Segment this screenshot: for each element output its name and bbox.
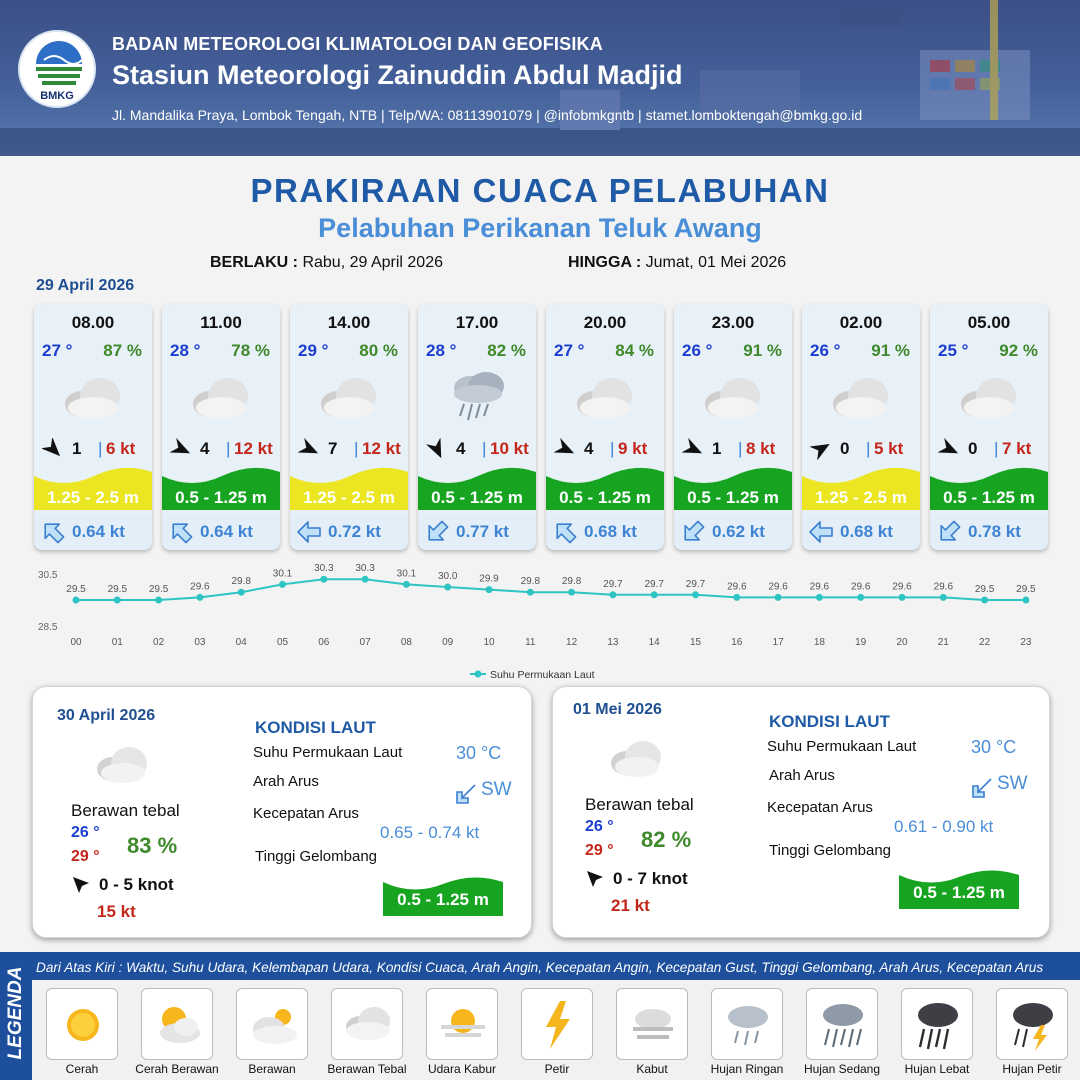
sst-data-label: 29.7 xyxy=(644,578,664,590)
wave-height: 0.5 - 1.25 m xyxy=(943,488,1035,507)
wind-speed: 0 xyxy=(840,439,850,458)
sst-data-point xyxy=(403,581,410,588)
current-arrow-icon xyxy=(680,519,706,545)
x-tick-label: 10 xyxy=(483,637,495,648)
panel-wind: 0 - 7 knot xyxy=(613,869,688,888)
x-tick-label: 15 xyxy=(689,637,702,648)
forecast-card xyxy=(546,304,664,550)
legend-item xyxy=(236,988,308,1060)
header-banner xyxy=(0,0,1080,156)
sst-data-point xyxy=(775,594,782,601)
wind-separator: | xyxy=(610,439,615,458)
gust-speed: 10 kt xyxy=(490,439,529,458)
card-time: 17.00 xyxy=(455,313,499,332)
x-tick-label: 23 xyxy=(1020,637,1032,648)
card-humidity: 78 % xyxy=(231,341,270,360)
card-time: 20.00 xyxy=(583,313,627,332)
legend-item xyxy=(996,988,1068,1060)
wind-separator: | xyxy=(482,439,487,458)
wind-arrow-icon xyxy=(938,438,960,460)
forecast-card xyxy=(34,304,152,550)
wave-height: 0.5 - 1.25 m xyxy=(559,488,651,507)
current-arrow-icon xyxy=(424,519,450,545)
legend-side-label: LEGENDA xyxy=(5,966,26,1060)
sst-data-point xyxy=(486,586,493,593)
forecast-card xyxy=(162,304,280,550)
sst-data-point xyxy=(816,594,823,601)
card-humidity: 91 % xyxy=(743,341,782,360)
current-speed: 0.68 kt xyxy=(840,522,893,541)
y-tick-label: 28.5 xyxy=(38,622,58,633)
current-speed: 0.72 kt xyxy=(328,522,381,541)
legend-item xyxy=(331,988,403,1060)
bmkg-logo-emblem-icon xyxy=(20,34,98,94)
current-arrow-icon xyxy=(168,519,194,545)
y-tick-label: 30.5 xyxy=(38,570,58,581)
sst-data-point xyxy=(568,589,575,596)
wind-arrow-icon xyxy=(42,438,64,460)
sst-data-label: 29.5 xyxy=(107,584,128,595)
panel-temp-max: 29 ° xyxy=(71,848,100,865)
card-temperature: 26 ° xyxy=(682,341,713,360)
x-tick-label: 03 xyxy=(194,637,206,648)
wind-speed: 7 xyxy=(328,439,338,458)
wind-separator: | xyxy=(738,439,743,458)
wave-height: 1.25 - 2.5 m xyxy=(303,488,395,507)
sst-data-label: 29.6 xyxy=(809,581,830,593)
legend-item xyxy=(521,988,593,1060)
panel-gust: 21 kt xyxy=(611,896,650,915)
card-temperature: 26 ° xyxy=(810,341,841,360)
x-tick-label: 20 xyxy=(896,637,908,648)
wind-arrow-icon xyxy=(426,438,448,460)
wind-separator: | xyxy=(354,439,359,458)
thunderstorm-icon xyxy=(1005,997,1061,1053)
sst-data-label: 29.6 xyxy=(768,581,788,593)
wind-speed: 4 xyxy=(200,439,210,458)
wind-speed: 4 xyxy=(456,439,466,458)
card-wind xyxy=(40,438,150,460)
card-time: 05.00 xyxy=(967,313,1011,332)
panel-humidity: 82 % xyxy=(641,827,692,852)
legend-item-label: Hujan Petir xyxy=(1002,1062,1062,1076)
current-speed: 0.64 kt xyxy=(200,522,253,541)
sst-data-point xyxy=(196,594,203,601)
card-temperature: 28 ° xyxy=(426,341,457,360)
sst-data-label: 29.8 xyxy=(561,576,582,588)
lightning-icon xyxy=(530,997,586,1053)
card-current xyxy=(162,514,280,550)
wind-arrow-icon xyxy=(554,438,576,460)
card-current xyxy=(802,514,920,550)
sst-data-point xyxy=(238,589,245,596)
panel-humidity: 83 % xyxy=(127,833,178,858)
sst-data-point xyxy=(899,594,906,601)
org-name: BADAN METEOROLOGI KLIMATOLOGI DAN GEOFISIKA xyxy=(112,34,603,54)
wind-separator: | xyxy=(866,439,871,458)
forecast-card xyxy=(802,304,920,550)
sst-data-label: 29.6 xyxy=(727,581,747,593)
card-time: 11.00 xyxy=(200,313,242,332)
sst-value: 30 °C xyxy=(456,743,502,763)
legend-item xyxy=(901,988,973,1060)
validity-to-value: Jumat, 01 Mei 2026 xyxy=(645,254,787,271)
x-tick-label: 01 xyxy=(111,637,123,648)
legend-icons-row xyxy=(32,980,1080,1080)
current-arrow-icon xyxy=(453,781,479,807)
card-temperature: 25 ° xyxy=(938,341,969,360)
bmkg-logo-text: BMKG xyxy=(40,90,74,102)
sst-data-point xyxy=(609,591,616,598)
legend-side-tab xyxy=(0,952,32,1080)
current-speed-label: Kecepatan Arus xyxy=(767,799,873,816)
legend-item-label: Kabut xyxy=(636,1062,668,1076)
sst-data-label: 29.8 xyxy=(520,576,541,588)
current-speed-value: 0.61 - 0.90 kt xyxy=(894,817,994,836)
current-speed-value: 0.65 - 0.74 kt xyxy=(380,823,480,842)
current-arrow-icon xyxy=(969,775,995,801)
wind-speed: 1 xyxy=(72,439,82,458)
sst-data-point xyxy=(114,597,121,604)
sst-data-point xyxy=(981,597,988,604)
panel-date: 01 Mei 2026 xyxy=(573,701,662,718)
panel-temp-max: 29 ° xyxy=(585,842,614,859)
sst-data-label: 29.6 xyxy=(850,581,871,593)
legend-item xyxy=(141,988,213,1060)
legend-description: Dari Atas Kiri : Waktu, Suhu Udara, Kelembapan Udara, Kondisi Cuaca, Arah Angin, Kecepatan Angin, Kecepatan Gust, Tinggi Gelombang, Arah Arus, Kecepatan Arus xyxy=(36,960,1044,975)
sst-data-point xyxy=(857,594,864,601)
card-temperature: 29 ° xyxy=(298,341,329,360)
panel-temp-min: 26 ° xyxy=(71,824,100,841)
sst-data-point xyxy=(651,591,658,598)
card-wind xyxy=(424,438,534,460)
legend-item-label: Cerah xyxy=(65,1062,99,1076)
fog-icon xyxy=(625,997,681,1053)
rain-cloud-icon xyxy=(444,370,510,424)
x-tick-label: 09 xyxy=(442,637,454,648)
card-wind xyxy=(552,438,662,460)
current-arrow-icon xyxy=(552,519,578,545)
card-temperature: 27 ° xyxy=(42,341,73,360)
page-subtitle: Pelabuhan Perikanan Teluk Awang xyxy=(318,213,762,243)
wave-height: 0.5 - 1.25 m xyxy=(431,488,523,507)
sst-data-label: 29.9 xyxy=(479,573,499,585)
cloud-icon xyxy=(700,370,766,424)
sst-series-line xyxy=(76,579,1026,600)
x-tick-label: 22 xyxy=(979,637,991,648)
gust-speed: 12 kt xyxy=(362,439,401,458)
x-tick-label: 00 xyxy=(70,637,82,648)
wave-label: Tinggi Gelombang xyxy=(255,848,378,865)
gust-speed: 12 kt xyxy=(234,439,273,458)
panel-temp-min: 26 ° xyxy=(585,818,614,835)
forecast-card xyxy=(674,304,792,550)
legend-item-label: Udara Kabur xyxy=(427,1062,497,1076)
cloud-icon xyxy=(316,370,382,424)
x-tick-label: 21 xyxy=(937,637,949,648)
x-tick-label: 16 xyxy=(731,637,743,648)
forecast-card xyxy=(930,304,1048,550)
current-arrow-icon xyxy=(296,519,322,545)
validity-to xyxy=(568,254,786,272)
current-speed: 0.77 kt xyxy=(456,522,509,541)
sst-data-label: 30.1 xyxy=(396,568,417,580)
card-humidity: 87 % xyxy=(103,341,142,360)
sst-data-point xyxy=(73,597,80,604)
haze-icon xyxy=(435,997,491,1053)
x-tick-label: 18 xyxy=(813,637,825,648)
wind-arrow-icon xyxy=(298,438,320,460)
current-arrow-icon xyxy=(808,519,834,545)
sst-data-label: 29.8 xyxy=(231,576,251,588)
card-temperature: 27 ° xyxy=(554,341,585,360)
x-tick-label: 05 xyxy=(276,637,289,648)
x-tick-label: 04 xyxy=(235,637,247,648)
x-tick-label: 19 xyxy=(855,637,867,648)
current-dir-label: Arah Arus xyxy=(253,773,319,790)
card-wind xyxy=(296,438,406,460)
cloud-icon xyxy=(956,370,1022,424)
kondisi-laut-heading: KONDISI LAUT xyxy=(255,718,376,737)
legend-item-label: Hujan Sedang xyxy=(803,1062,881,1076)
validity-from xyxy=(210,254,443,272)
sst-data-label: 29.7 xyxy=(685,578,706,590)
kondisi-laut-heading: KONDISI LAUT xyxy=(769,712,890,731)
gust-speed: 7 kt xyxy=(1002,439,1032,458)
panel-gust: 15 kt xyxy=(97,902,136,921)
legend-item-label: Cerah Berawan xyxy=(135,1062,219,1076)
x-tick-label: 11 xyxy=(525,637,536,648)
current-speed-label: Kecepatan Arus xyxy=(253,805,359,822)
sst-data-point xyxy=(155,597,162,604)
sst-data-point xyxy=(444,584,451,591)
card-current xyxy=(418,514,536,550)
wave-height-value: 0.5 - 1.25 m xyxy=(397,890,489,909)
wind-arrow-icon xyxy=(585,869,605,889)
card-humidity: 92 % xyxy=(999,341,1038,360)
sst-data-point xyxy=(692,591,699,598)
page-title: PRAKIRAAN CUACA PELABUHAN xyxy=(250,172,830,209)
panel-condition: Berawan tebal xyxy=(71,801,180,820)
card-current xyxy=(930,514,1048,550)
wave-height: 1.25 - 2.5 m xyxy=(47,488,139,507)
wind-arrow-icon xyxy=(170,438,192,460)
panel-date: 30 April 2026 xyxy=(57,707,156,724)
current-speed: 0.62 kt xyxy=(712,522,765,541)
legend-item xyxy=(46,988,118,1060)
wave-height: 0.5 - 1.25 m xyxy=(175,488,267,507)
sst-data-label: 29.5 xyxy=(974,584,995,595)
x-tick-label: 12 xyxy=(566,637,578,648)
panel-wind: 0 - 5 knot xyxy=(99,875,174,894)
card-humidity: 82 % xyxy=(487,341,526,360)
current-arrow-icon xyxy=(40,519,66,545)
sst-data-point xyxy=(279,581,286,588)
wave-height: 0.5 - 1.25 m xyxy=(687,488,779,507)
forecast-card xyxy=(418,304,536,550)
cloud-sun-icon xyxy=(245,997,301,1053)
card-current xyxy=(674,514,792,550)
wind-separator: | xyxy=(98,439,103,458)
gust-speed: 9 kt xyxy=(618,439,648,458)
wave-height-value: 0.5 - 1.25 m xyxy=(913,883,1005,902)
sst-data-point xyxy=(362,576,369,583)
x-tick-label: 13 xyxy=(607,637,619,648)
card-current xyxy=(34,514,152,550)
current-dir-value: SW xyxy=(997,773,1028,794)
sst-data-point xyxy=(1022,597,1029,604)
legend-item xyxy=(806,988,878,1060)
card-wind xyxy=(936,438,1046,460)
card-current xyxy=(290,514,408,550)
x-tick-label: 06 xyxy=(318,637,330,648)
sst-line-chart xyxy=(28,560,1058,685)
current-speed: 0.78 kt xyxy=(968,522,1021,541)
sst-data-label: 30.3 xyxy=(355,563,375,575)
legend-item-label: Hujan Lebat xyxy=(904,1062,970,1076)
legend-item-label: Petir xyxy=(544,1062,570,1076)
wind-speed: 4 xyxy=(584,439,594,458)
daily-panel-day2 xyxy=(32,686,532,938)
wave-label: Tinggi Gelombang xyxy=(769,842,892,859)
wind-separator: | xyxy=(994,439,999,458)
day1-date-label: 29 April 2026 xyxy=(36,277,135,294)
moderate-rain-icon xyxy=(815,997,871,1053)
wind-speed: 0 xyxy=(968,439,978,458)
legend-item xyxy=(711,988,783,1060)
x-tick-label: 17 xyxy=(772,637,784,648)
sst-label: Suhu Permukaan Laut xyxy=(767,738,917,755)
wave-height: 1.25 - 2.5 m xyxy=(815,488,907,507)
cloud-icon xyxy=(340,997,396,1053)
card-humidity: 80 % xyxy=(359,341,398,360)
sst-data-label: 30.3 xyxy=(314,563,334,575)
card-time: 23.00 xyxy=(711,313,755,332)
sst-data-label: 29.7 xyxy=(603,578,623,590)
card-humidity: 91 % xyxy=(871,341,910,360)
cloud-icon xyxy=(607,735,667,781)
validity-from-value: Rabu, 29 April 2026 xyxy=(302,254,443,271)
panel-condition: Berawan tebal xyxy=(585,795,694,814)
legend-item-label: Berawan Tebal xyxy=(327,1062,407,1076)
wind-separator: | xyxy=(226,439,231,458)
light-rain-icon xyxy=(720,997,776,1053)
card-time: 08.00 xyxy=(71,313,115,332)
sst-data-label: 29.6 xyxy=(933,581,954,593)
contact-info: Jl. Mandalika Praya, Lombok Tengah, NTB | Telp/WA: 08113901079 | @infobmkgntb | stamet.lomboktengah@bmkg.go.id xyxy=(112,107,863,123)
sun-cloud-icon xyxy=(150,997,206,1053)
card-wind xyxy=(680,438,790,460)
x-tick-label: 14 xyxy=(648,637,660,648)
legend-series-name: Suhu Permukaan Laut xyxy=(490,669,595,681)
legend-item-label: Berawan xyxy=(248,1062,296,1076)
validity-to-label: HINGGA : xyxy=(568,254,642,271)
cloud-icon xyxy=(93,741,153,787)
card-time: 14.00 xyxy=(327,313,371,332)
legend-item xyxy=(616,988,688,1060)
current-dir-label: Arah Arus xyxy=(769,767,835,784)
cloud-icon xyxy=(572,370,638,424)
wind-arrow-icon xyxy=(810,438,832,460)
cloud-icon xyxy=(828,370,894,424)
sst-data-label: 29.6 xyxy=(190,581,210,593)
bmkg-logo xyxy=(18,30,96,108)
gust-speed: 5 kt xyxy=(874,439,904,458)
x-tick-label: 08 xyxy=(400,637,412,648)
gust-speed: 8 kt xyxy=(746,439,776,458)
sst-label: Suhu Permukaan Laut xyxy=(253,744,403,761)
legend-section xyxy=(0,952,1080,1080)
card-current xyxy=(546,514,664,550)
gust-speed: 6 kt xyxy=(106,439,136,458)
heavy-rain-icon xyxy=(910,997,966,1053)
legend-item xyxy=(426,988,498,1060)
sst-data-point xyxy=(940,594,947,601)
sst-data-point xyxy=(527,589,534,596)
wind-speed: 1 xyxy=(712,439,722,458)
current-speed: 0.68 kt xyxy=(584,522,637,541)
cloud-icon xyxy=(60,370,126,424)
sst-data-point xyxy=(733,594,740,601)
cloud-icon xyxy=(188,370,254,424)
sst-data-point xyxy=(320,576,327,583)
card-time: 02.00 xyxy=(839,313,883,332)
current-arrow-icon xyxy=(936,519,962,545)
current-speed: 0.64 kt xyxy=(72,522,125,541)
current-dir-value: SW xyxy=(481,779,512,800)
sst-data-label: 30.1 xyxy=(272,568,293,580)
wind-arrow-icon xyxy=(71,875,91,895)
card-wind xyxy=(808,438,918,460)
daily-panel-day3 xyxy=(552,686,1050,938)
sst-data-label: 29.6 xyxy=(892,581,912,593)
forecast-card xyxy=(290,304,408,550)
card-temperature: 28 ° xyxy=(170,341,201,360)
x-tick-label: 02 xyxy=(153,637,165,648)
wind-arrow-icon xyxy=(682,438,704,460)
legend-item-label: Hujan Ringan xyxy=(710,1062,784,1076)
sst-value: 30 °C xyxy=(971,737,1017,757)
station-name: Stasiun Meteorologi Zainuddin Abdul Madjid xyxy=(112,60,683,90)
legend-marker xyxy=(475,671,482,678)
validity-from-label: BERLAKU : xyxy=(210,254,298,271)
sun-icon xyxy=(55,997,111,1053)
sst-data-label: 29.5 xyxy=(66,584,86,595)
x-tick-label: 07 xyxy=(359,637,371,648)
sst-data-label: 29.5 xyxy=(1016,584,1036,595)
card-wind xyxy=(168,438,278,460)
sst-data-label: 29.5 xyxy=(148,584,169,595)
sst-data-label: 30.0 xyxy=(437,571,458,582)
hourly-forecast-cards xyxy=(34,304,1054,552)
card-humidity: 84 % xyxy=(615,341,654,360)
